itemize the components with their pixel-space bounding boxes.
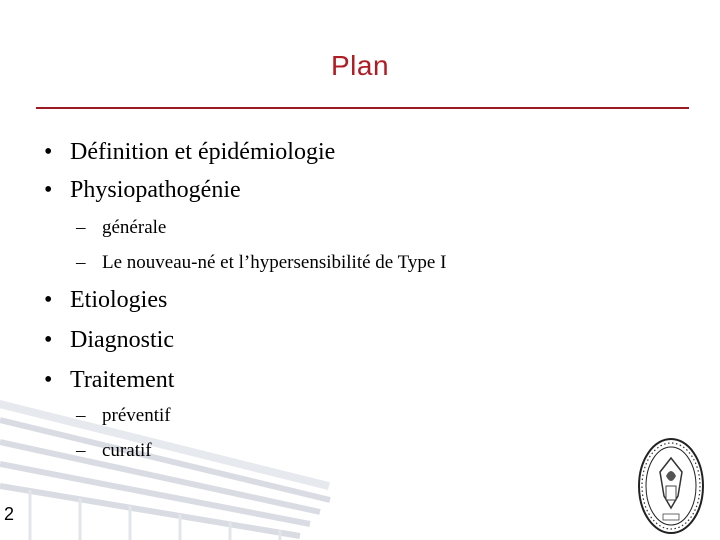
- outline-item: [44, 326, 174, 354]
- dash-marker: –: [76, 440, 86, 461]
- outline-subitem: [76, 405, 171, 427]
- outline-subitem: [76, 252, 446, 274]
- outline-item-text: Etiologies: [70, 287, 168, 313]
- outline-subitem-text: Le nouveau-né et l’hypersensibilité de Type I: [102, 252, 447, 273]
- outline-subitem-text: préventif: [102, 405, 171, 426]
- outline-item-text: Physiopathogénie: [70, 177, 241, 203]
- title-divider: [36, 107, 689, 109]
- bullet-marker: •: [44, 327, 53, 353]
- outline-subitem-text: curatif: [102, 440, 152, 461]
- dash-marker: –: [76, 217, 86, 238]
- bullet-marker: •: [44, 367, 53, 393]
- outline-item: [44, 138, 335, 166]
- outline-subitem-text: générale: [102, 217, 167, 238]
- outline-subitem: [76, 440, 152, 462]
- outline-item: [44, 176, 241, 204]
- building-photo-icon: [0, 380, 340, 540]
- dash-marker: –: [76, 405, 86, 426]
- slide-title: Plan: [330, 50, 390, 81]
- university-seal-icon: [636, 436, 706, 536]
- outline-item: [44, 366, 174, 394]
- bullet-marker: •: [44, 177, 53, 203]
- bullet-marker: •: [44, 139, 53, 165]
- bullet-marker: •: [44, 287, 53, 313]
- slide-number: 2: [4, 504, 15, 524]
- dash-marker: –: [76, 252, 86, 273]
- outline-subitem: [76, 217, 166, 239]
- outline-item-text: Traitement: [70, 367, 175, 393]
- outline-item-text: Diagnostic: [70, 327, 174, 353]
- outline-item: [44, 286, 167, 314]
- outline-item-text: Définition et épidémiologie: [70, 139, 336, 165]
